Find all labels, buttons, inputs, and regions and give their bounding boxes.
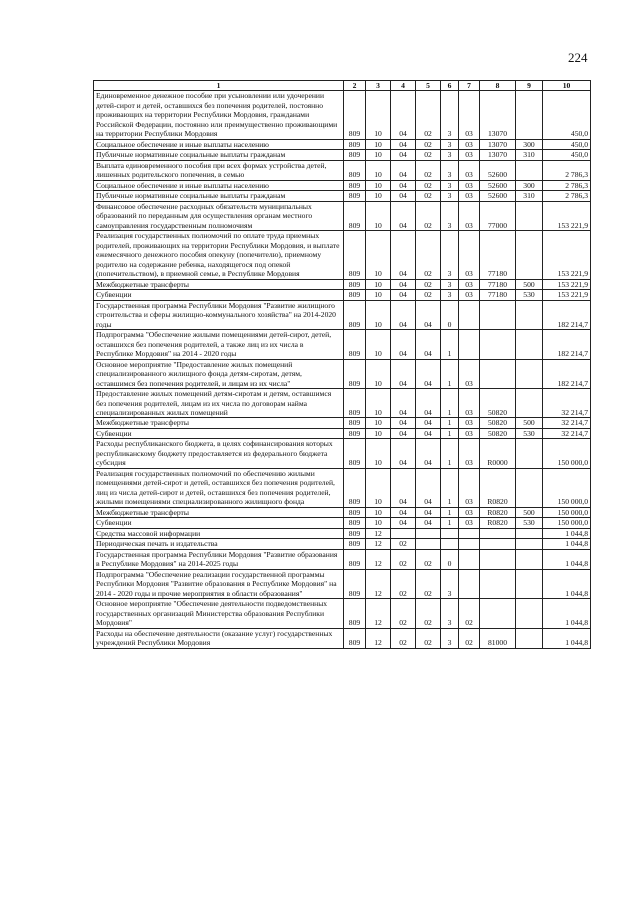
row-code-cell: 03 [459,231,480,279]
header-cell: 9 [516,81,543,91]
row-code-cell: 03 [459,180,480,190]
row-code-cell [459,330,480,359]
row-code-cell: 182 214,7 [543,300,591,329]
table-row [94,599,591,628]
row-code-cell [516,201,543,230]
row-code-cell: 500 [516,418,543,428]
row-code-cell: 03 [459,418,480,428]
row-name-cell: Периодическая печать и издательства [94,539,344,549]
row-code-cell: 450,0 [543,150,591,160]
header-cell: 7 [459,81,480,91]
table-row [94,507,591,517]
row-code-cell: 10 [366,439,391,468]
table-row [94,439,591,468]
row-code-cell: 809 [344,150,366,160]
row-code-cell: 10 [366,150,391,160]
row-code-cell: 3 [441,201,459,230]
row-code-cell [441,539,459,549]
row-code-cell: 02 [416,279,441,289]
row-code-cell [391,528,416,538]
row-code-cell: 809 [344,359,366,388]
row-name-cell: Основное мероприятие "Обеспечение деятельности подведомственных государственных организаций Министерства образования Республики Мордовия" [94,599,344,628]
row-code-cell: 12 [366,539,391,549]
table-row [94,359,591,388]
row-code-cell [480,300,516,329]
row-code-cell: 50820 [480,418,516,428]
table-row [94,549,591,569]
row-code-cell: 03 [459,201,480,230]
row-code-cell: 10 [366,91,391,139]
row-code-cell: 02 [416,231,441,279]
row-code-cell: 3 [441,231,459,279]
row-name-cell: Выплата единовременного пособия при всех формах устройства детей, лишенных родительского попечения, в семью [94,160,344,180]
row-code-cell: 809 [344,160,366,180]
row-code-cell: 150 000,0 [543,468,591,507]
row-code-cell: 1 [441,418,459,428]
row-code-cell: 809 [344,91,366,139]
row-name-cell: Субвенции [94,290,344,300]
row-name-cell: Межбюджетные трансферты [94,418,344,428]
row-code-cell: 04 [416,439,441,468]
row-code-cell: 1 [441,518,459,528]
row-code-cell: 10 [366,418,391,428]
row-code-cell: 04 [391,290,416,300]
row-code-cell: 04 [391,160,416,180]
row-code-cell: 52600 [480,191,516,201]
row-code-cell: 04 [391,428,416,438]
row-name-cell: Субвенции [94,428,344,438]
header-cell: 2 [344,81,366,91]
table-row [94,528,591,538]
row-code-cell [516,468,543,507]
table-row [94,290,591,300]
row-code-cell: 03 [459,507,480,517]
row-code-cell: R0000 [480,439,516,468]
row-code-cell: 04 [416,428,441,438]
row-code-cell: 809 [344,569,366,598]
row-code-cell: 04 [391,180,416,190]
row-code-cell: 02 [459,599,480,628]
row-code-cell: 04 [391,468,416,507]
row-code-cell: 81000 [480,628,516,648]
row-code-cell: 182 214,7 [543,330,591,359]
row-code-cell: 03 [459,518,480,528]
row-code-cell: 3 [441,180,459,190]
row-code-cell: 3 [441,150,459,160]
row-code-cell: 1 044,8 [543,599,591,628]
row-code-cell: 809 [344,539,366,549]
row-code-cell: 10 [366,518,391,528]
row-name-cell: Межбюджетные трансферты [94,279,344,289]
row-code-cell [480,528,516,538]
row-name-cell: Расходы на обеспечение деятельности (оказание услуг) государственных учреждений Республики Мордовия [94,628,344,648]
row-code-cell: 10 [366,279,391,289]
row-code-cell: 450,0 [543,91,591,139]
row-code-cell: 500 [516,507,543,517]
table-row [94,160,591,180]
row-code-cell: 02 [416,549,441,569]
row-code-cell: 153 221,9 [543,231,591,279]
row-code-cell: 03 [459,290,480,300]
row-code-cell: 03 [459,389,480,418]
row-code-cell [459,300,480,329]
table-row [94,428,591,438]
row-code-cell: 10 [366,290,391,300]
row-code-cell: 150 000,0 [543,518,591,528]
row-code-cell: 10 [366,160,391,180]
row-code-cell: 52600 [480,180,516,190]
row-code-cell [516,160,543,180]
table-row [94,628,591,648]
row-code-cell: 10 [366,180,391,190]
row-name-cell: Предоставление жилых помещений детям-сиротам и детям, оставшимся без попечения родителей, лицам из их числа по договорам найма специализированных жилых помещений [94,389,344,418]
row-code-cell: R0820 [480,468,516,507]
row-code-cell: 809 [344,418,366,428]
row-code-cell: 77180 [480,290,516,300]
row-code-cell [516,599,543,628]
row-name-cell: Подпрограмма "Обеспечение реализации государственной программы Республики Мордовия "Развитие образования в Республике Мордовия" на 2014 - 2020 годы и прочие мероприятия в области образования" [94,569,344,598]
row-code-cell: 809 [344,231,366,279]
row-code-cell: 02 [416,290,441,300]
row-name-cell: Публичные нормативные социальные выплаты гражданам [94,191,344,201]
row-name-cell: Социальное обеспечение и иные выплаты населению [94,180,344,190]
row-code-cell: 153 221,9 [543,290,591,300]
row-code-cell: 02 [416,191,441,201]
row-code-cell: 32 214,7 [543,389,591,418]
row-code-cell: 809 [344,279,366,289]
row-code-cell: 02 [416,139,441,149]
row-code-cell: 02 [416,150,441,160]
row-code-cell [516,549,543,569]
row-code-cell: 10 [366,330,391,359]
row-name-cell: Социальное обеспечение и иные выплаты населению [94,139,344,149]
header-cell: 8 [480,81,516,91]
row-code-cell: 1 [441,330,459,359]
row-code-cell: 04 [416,468,441,507]
row-code-cell: 150 000,0 [543,439,591,468]
row-code-cell [416,539,441,549]
row-code-cell: 10 [366,231,391,279]
row-name-cell: Расходы республиканского бюджета, в целях софинансирования которых республиканскому бюджету предоставляется из федерального бюджета субсидия [94,439,344,468]
row-code-cell: 04 [391,191,416,201]
row-code-cell: 182 214,7 [543,359,591,388]
row-code-cell: 02 [416,628,441,648]
row-code-cell: 04 [391,139,416,149]
row-code-cell: 50820 [480,428,516,438]
row-code-cell: 1 044,8 [543,539,591,549]
row-name-cell: Реализация государственных полномочий по оплате труда приемных родителей, проживающих на территории Республики Мордовия, и выплате ежемесячного денежного пособия опекуну (попечителю), приемному родителю на содержание ребенка, находящегося под опекой (попечительством), в приемной семье, в Республике Мордовия [94,231,344,279]
row-code-cell: 03 [459,160,480,180]
row-code-cell: 3 [441,569,459,598]
row-code-cell: 2 786,3 [543,160,591,180]
row-code-cell: 04 [416,330,441,359]
row-code-cell: 02 [459,628,480,648]
page-number: 224 [568,50,588,65]
row-code-cell [516,91,543,139]
row-code-cell: 809 [344,549,366,569]
header-cell: 5 [416,81,441,91]
row-name-cell: Единовременное денежное пособие при усыновлении или удочерении детей-сирот и детей, оставшихся без попечения родителей, постоянно проживающих на территории Республики Мордовия, гражданами Российской Федерации, постоянно или преимущественно проживающими на территории Республики Мордовия [94,91,344,139]
row-code-cell: 809 [344,139,366,149]
row-code-cell: 809 [344,389,366,418]
row-code-cell [516,569,543,598]
row-code-cell: 809 [344,191,366,201]
row-code-cell: 530 [516,518,543,528]
row-code-cell: 04 [416,518,441,528]
row-code-cell: 310 [516,150,543,160]
row-code-cell: 809 [344,439,366,468]
row-code-cell: 3 [441,191,459,201]
row-code-cell: 02 [391,599,416,628]
row-code-cell: 13070 [480,139,516,149]
header-cell: 4 [391,81,416,91]
row-code-cell: 32 214,7 [543,428,591,438]
row-code-cell: 12 [366,528,391,538]
row-code-cell: 13070 [480,91,516,139]
row-code-cell: 03 [459,279,480,289]
row-code-cell: 153 221,9 [543,279,591,289]
row-code-cell: 02 [416,201,441,230]
row-code-cell: 3 [441,599,459,628]
row-name-cell: Средства массовой информации [94,528,344,538]
row-code-cell: 04 [391,330,416,359]
row-code-cell [516,539,543,549]
row-code-cell: 1 044,8 [543,569,591,598]
row-code-cell: 04 [391,231,416,279]
table-row [94,539,591,549]
row-code-cell: 809 [344,507,366,517]
row-code-cell: 3 [441,628,459,648]
row-name-cell: Публичные нормативные социальные выплаты гражданам [94,150,344,160]
row-code-cell: 3 [441,160,459,180]
row-code-cell: 10 [366,139,391,149]
table-row [94,389,591,418]
header-cell: 10 [543,81,591,91]
row-code-cell: 300 [516,139,543,149]
row-code-cell [459,528,480,538]
row-code-cell: 1 044,8 [543,528,591,538]
row-code-cell: 1 [441,428,459,438]
row-code-cell: 03 [459,428,480,438]
row-code-cell: 310 [516,191,543,201]
row-code-cell: 04 [416,418,441,428]
row-code-cell [516,439,543,468]
row-name-cell: Основное мероприятие "Предоставление жилых помещений специализированного жилищного фонда детям-сиротам, детям, оставшимся без попечения родителей, и лицам из их числа" [94,359,344,388]
row-code-cell: 04 [416,507,441,517]
row-code-cell: 02 [391,628,416,648]
row-code-cell: 530 [516,428,543,438]
row-code-cell: 10 [366,300,391,329]
row-name-cell: Государственная программа Республики Мордовия "Развитие жилищного строительства и сферы жилищно-коммунального хозяйства" на 2014-2020 годы [94,300,344,329]
row-code-cell: 10 [366,359,391,388]
row-name-cell: Подпрограмма "Обеспечение жилыми помещениями детей-сирот, детей, оставшихся без попечения родителей, а также лиц из их числа в Республике Мордовия" на 2014 - 2020 годы [94,330,344,359]
table-row [94,191,591,201]
row-code-cell: 04 [391,201,416,230]
row-code-cell: 04 [391,439,416,468]
table-row [94,231,591,279]
row-code-cell: 02 [416,569,441,598]
row-code-cell: 10 [366,389,391,418]
row-code-cell: 1 044,8 [543,628,591,648]
row-code-cell: 03 [459,91,480,139]
row-code-cell: 77180 [480,279,516,289]
table-row [94,330,591,359]
row-code-cell [480,569,516,598]
budget-table [93,80,591,649]
table-row [94,300,591,329]
table-row [94,201,591,230]
row-code-cell: 04 [391,359,416,388]
row-code-cell: R0820 [480,507,516,517]
row-code-cell: 10 [366,191,391,201]
row-code-cell: 809 [344,201,366,230]
row-code-cell: 153 221,9 [543,201,591,230]
row-code-cell: 809 [344,290,366,300]
row-code-cell: 02 [416,599,441,628]
row-code-cell: 10 [366,428,391,438]
table-row [94,91,591,139]
row-code-cell: 450,0 [543,139,591,149]
row-code-cell: 03 [459,191,480,201]
row-code-cell [516,359,543,388]
row-code-cell [516,231,543,279]
row-code-cell: 02 [391,549,416,569]
row-name-cell: Финансовое обеспечение расходных обязательств муниципальных образований по переданным для осуществления органам местного самоуправления государственным полномочиям [94,201,344,230]
row-name-cell: Государственная программа Республики Мордовия "Развитие образования в Республике Мордовия" на 2014-2025 годы [94,549,344,569]
row-code-cell: 0 [441,549,459,569]
row-code-cell [480,549,516,569]
row-code-cell: 04 [391,150,416,160]
row-name-cell: Субвенции [94,518,344,528]
row-code-cell: 1 [441,468,459,507]
row-code-cell: 3 [441,290,459,300]
row-code-cell [480,359,516,388]
row-code-cell: 52600 [480,160,516,180]
row-code-cell [516,330,543,359]
row-code-cell: 10 [366,468,391,507]
row-code-cell: 12 [366,599,391,628]
row-code-cell: 04 [391,279,416,289]
row-name-cell: Межбюджетные трансферты [94,507,344,517]
row-code-cell: 2 786,3 [543,180,591,190]
row-code-cell: 530 [516,290,543,300]
row-code-cell: 500 [516,279,543,289]
row-code-cell: 3 [441,91,459,139]
row-code-cell: 04 [391,518,416,528]
row-code-cell: 04 [416,359,441,388]
row-code-cell: 809 [344,330,366,359]
row-code-cell: 12 [366,569,391,598]
row-code-cell [516,528,543,538]
row-code-cell: 0 [441,300,459,329]
header-cell: 6 [441,81,459,91]
row-code-cell: 1 044,8 [543,549,591,569]
row-code-cell: 3 [441,139,459,149]
row-code-cell: 02 [391,569,416,598]
table-row [94,180,591,190]
row-code-cell: 809 [344,428,366,438]
row-code-cell [480,539,516,549]
row-code-cell: 04 [391,418,416,428]
row-code-cell: 04 [391,91,416,139]
row-code-cell: 3 [441,279,459,289]
row-code-cell [441,528,459,538]
row-code-cell [459,569,480,598]
table-row [94,569,591,598]
row-code-cell: 04 [416,300,441,329]
row-code-cell: 809 [344,300,366,329]
row-code-cell: 77000 [480,201,516,230]
row-code-cell: 02 [416,160,441,180]
row-code-cell: 03 [459,468,480,507]
row-code-cell: 150 000,0 [543,507,591,517]
row-code-cell: 1 [441,389,459,418]
row-code-cell: 32 214,7 [543,418,591,428]
row-code-cell: 809 [344,468,366,507]
row-code-cell: 13070 [480,150,516,160]
row-code-cell: 300 [516,180,543,190]
row-code-cell: 02 [391,539,416,549]
row-code-cell [416,528,441,538]
row-code-cell: 809 [344,628,366,648]
row-code-cell: 10 [366,201,391,230]
row-code-cell: 50820 [480,389,516,418]
header-cell: 3 [366,81,391,91]
row-code-cell [480,330,516,359]
table-row [94,279,591,289]
row-code-cell: R0820 [480,518,516,528]
row-code-cell [459,549,480,569]
row-code-cell [480,599,516,628]
row-code-cell: 1 [441,439,459,468]
row-code-cell: 03 [459,139,480,149]
row-code-cell: 02 [416,180,441,190]
row-code-cell: 809 [344,528,366,538]
row-name-cell: Реализация государственных полномочий по обеспечению жилыми помещениями детей-сирот и детей, оставшихся без попечения родителей, лиц из числа детей-сирот и детей, оставшихся без попечения родителей, жилыми помещениями специализированного жилищного фонда [94,468,344,507]
row-code-cell: 12 [366,628,391,648]
header-row [94,81,591,91]
row-code-cell: 1 [441,359,459,388]
row-code-cell: 03 [459,359,480,388]
table-row [94,150,591,160]
row-code-cell: 809 [344,180,366,190]
row-code-cell: 04 [391,389,416,418]
row-code-cell [516,300,543,329]
row-code-cell: 1 [441,507,459,517]
row-code-cell: 03 [459,439,480,468]
row-code-cell: 809 [344,518,366,528]
row-code-cell: 04 [416,389,441,418]
row-code-cell [516,628,543,648]
row-code-cell: 02 [416,91,441,139]
row-code-cell: 10 [366,507,391,517]
row-code-cell: 2 786,3 [543,191,591,201]
row-code-cell: 809 [344,599,366,628]
row-code-cell: 77180 [480,231,516,279]
table-row [94,518,591,528]
table-row [94,139,591,149]
row-code-cell: 04 [391,507,416,517]
table-row [94,418,591,428]
row-code-cell: 04 [391,300,416,329]
row-code-cell: 03 [459,150,480,160]
header-cell: 1 [94,81,344,91]
table-row [94,468,591,507]
row-code-cell [516,389,543,418]
row-code-cell: 12 [366,549,391,569]
row-code-cell [459,539,480,549]
